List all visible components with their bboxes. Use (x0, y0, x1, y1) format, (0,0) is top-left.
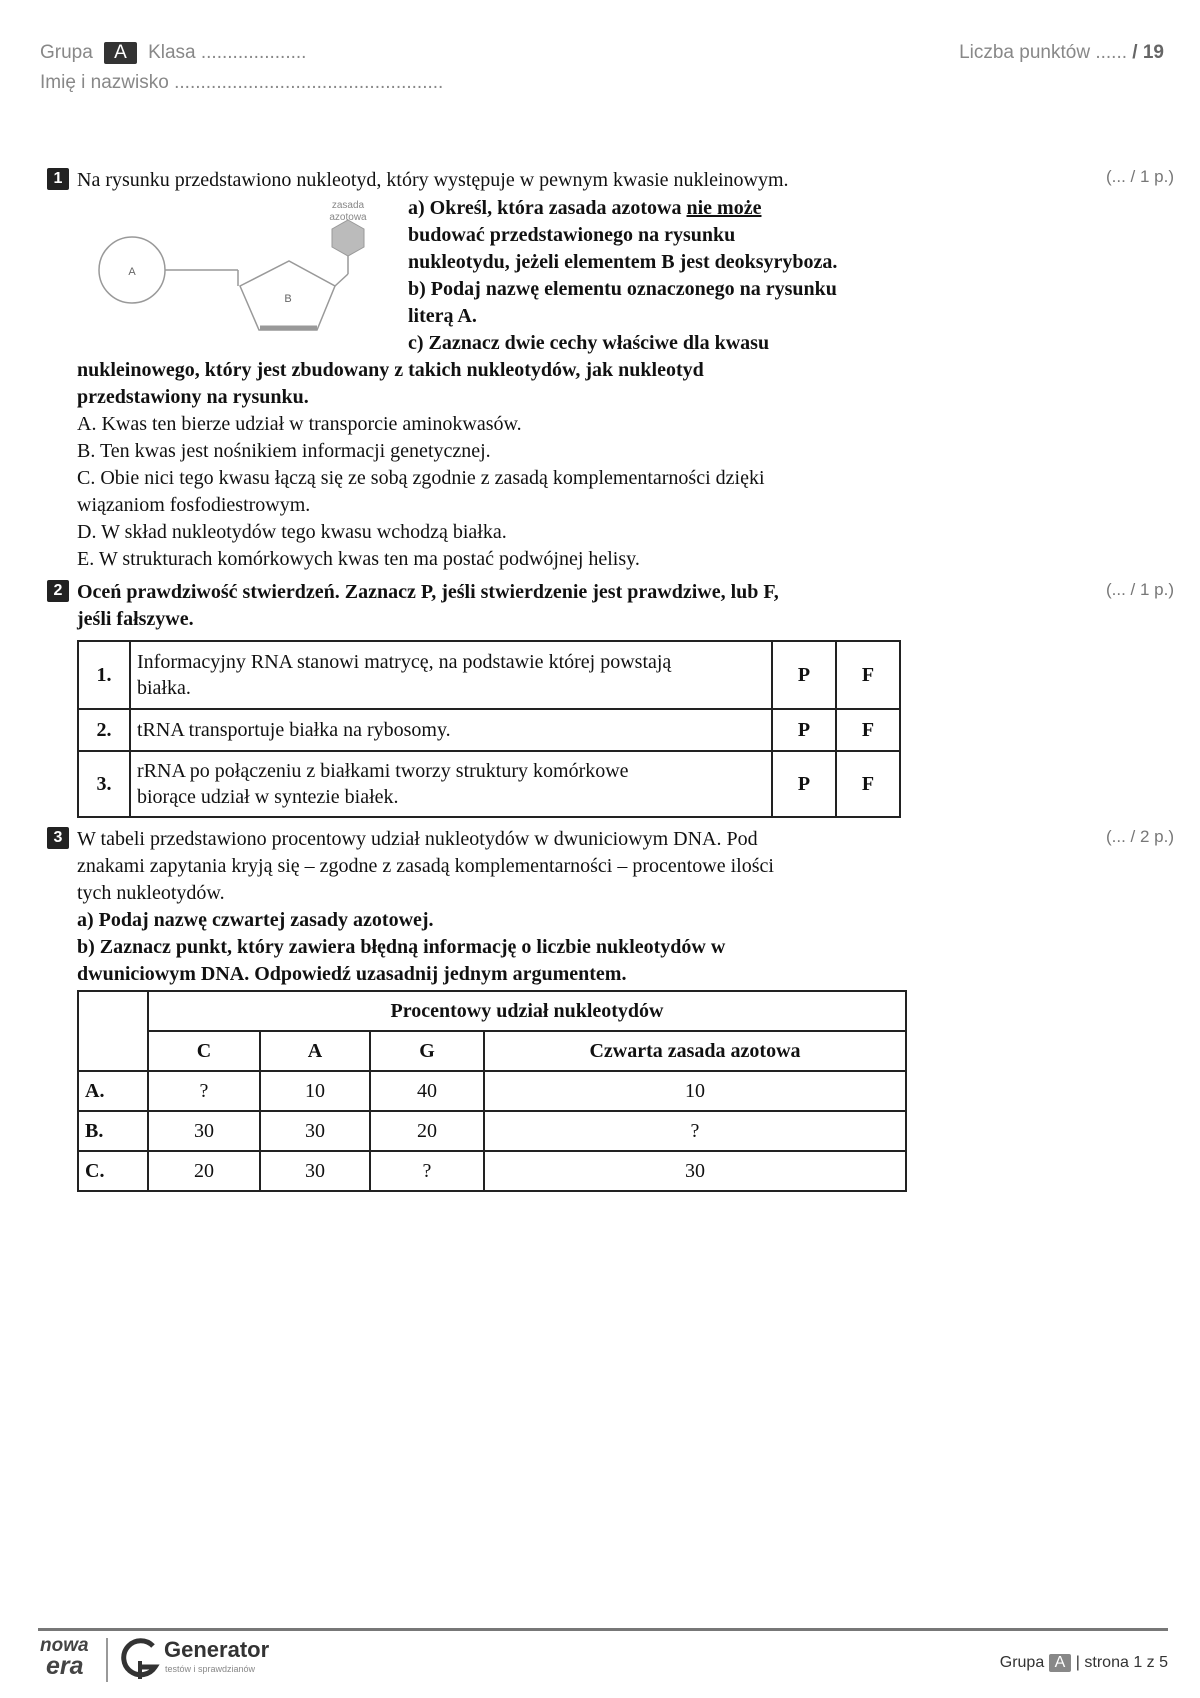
statement-text-cont: białka. (137, 677, 191, 699)
header-group-line (40, 42, 306, 64)
q1-option-b[interactable]: B. Ten kwas jest nośnikiem informacji genetycznej. (77, 440, 491, 462)
cell-value: 30 (260, 1111, 370, 1151)
q3-task-a: a) Podaj nazwę czwartej zasady azotowej. (77, 909, 434, 931)
logo-separator (106, 1638, 108, 1682)
statement-cell (130, 641, 772, 709)
q1-option-c-cont: wiązaniom fosfodiestrowym. (77, 494, 311, 516)
question-1-points: (... / 1 p.) (1105, 167, 1174, 186)
q1-a-line2: budować przedstawionego na rysunku (408, 224, 736, 246)
q3-table (77, 990, 907, 1192)
col-header: Czwarta zasada azotowa (484, 1031, 906, 1071)
label-b: B (284, 293, 292, 305)
nowa-era-logo (40, 1635, 100, 1680)
table-row (78, 709, 900, 751)
true-option[interactable]: P (772, 751, 836, 817)
question-number-3: 3 (47, 827, 69, 849)
cell-value: 10 (260, 1071, 370, 1111)
statement-text: rRNA po połączeniu z białkami tworzy struktury komórkowe (137, 760, 629, 782)
empty-corner-cell (78, 991, 148, 1071)
generator-g-icon (120, 1637, 160, 1681)
row-number: 2. (78, 709, 130, 751)
table-row (78, 751, 900, 817)
label-a: A (128, 266, 136, 278)
grupa-badge: A (104, 42, 137, 64)
table-title: Procentowy udział nukleotydów (148, 991, 906, 1031)
q2-line1: Oceń prawdziwość stwierdzeń. Zaznacz P, jeśli stwierdzenie jest prawdziwe, lub F, (77, 581, 779, 603)
q1-c-line1: c) Zaznacz dwie cechy właściwe dla kwasu (408, 332, 770, 354)
cell-value: ? (484, 1111, 906, 1151)
points-total (959, 42, 1164, 64)
logo-era: era (46, 1652, 84, 1680)
q1-c-line2: nukleinowego, który jest zbudowany z takich nukleotydów, jak nukleotyd (77, 359, 704, 381)
table-row (78, 1151, 906, 1191)
false-option[interactable]: F (836, 709, 900, 751)
cell-value: 10 (484, 1071, 906, 1111)
name-label: Imię i nazwisko (40, 72, 169, 93)
table-header-row (78, 991, 906, 1031)
q1-option-d[interactable]: D. W skład nukleotydów tego kwasu wchodzą białka. (77, 521, 507, 543)
true-option[interactable]: P (772, 709, 836, 751)
cell-value: 30 (148, 1111, 260, 1151)
row-label[interactable]: C. (78, 1151, 148, 1191)
q3-task-b-cont: dwuniciowym DNA. Odpowiedź uzasadnij jednym argumentem. (77, 963, 627, 985)
statement-cell: tRNA transportuje białka na rybosomy. (130, 709, 772, 751)
nucleotide-diagram (92, 198, 392, 346)
footer-divider (38, 1628, 1168, 1631)
statement-text-cont: biorące udział w syntezie białek. (137, 786, 399, 808)
row-number: 3. (78, 751, 130, 817)
points-max: / 19 (1132, 42, 1164, 63)
col-header: C (148, 1031, 260, 1071)
statement-cell (130, 751, 772, 817)
klasa-field[interactable]: .................... (200, 42, 307, 63)
q3-line1: W tabeli przedstawiono procentowy udział nukleotydów w dwuniciowym DNA. Pod (77, 828, 758, 850)
generator-logo-text: Generator (164, 1637, 270, 1662)
q3-line2: znakami zapytania kryją się – zgodne z zasadą komplementarności – procentowe ilości (77, 855, 774, 877)
q2-line2: jeśli fałszywe. (77, 608, 194, 630)
base-hexagon (332, 220, 364, 256)
q1-a-prefix: a) Określ, która zasada azotowa (408, 197, 682, 219)
footer-grupa-badge: A (1049, 1654, 1072, 1672)
question-number-1: 1 (47, 168, 69, 190)
q1-a-emphasis: nie może (686, 197, 762, 219)
cell-value: 20 (148, 1151, 260, 1191)
points-label: Liczba punktów (959, 42, 1091, 63)
question-3-points: (... / 2 p.) (1105, 827, 1174, 846)
page-number: | strona 1 z 5 (1075, 1654, 1168, 1671)
q1-a-line1 (408, 195, 761, 222)
footer-grupa-label: Grupa (999, 1654, 1045, 1671)
row-label[interactable]: B. (78, 1111, 148, 1151)
cell-value: 30 (484, 1151, 906, 1191)
false-option[interactable]: F (836, 641, 900, 709)
q1-option-c[interactable]: C. Obie nici tego kwasu łączą się ze sobą zgodnie z zasadą komplementarności dzięki (77, 467, 765, 489)
cell-value: 20 (370, 1111, 484, 1151)
table-row (78, 1111, 906, 1151)
q2-table (77, 640, 901, 818)
q1-option-a[interactable]: A. Kwas ten bierze udział w transporcie aminokwasów. (77, 413, 522, 435)
name-field[interactable]: ................................................... (174, 72, 444, 93)
label-azotowa: azotowa (329, 212, 367, 223)
row-label[interactable]: A. (78, 1071, 148, 1111)
q3-line3: tych nukleotydów. (77, 882, 225, 904)
question-number-2: 2 (47, 580, 69, 602)
cell-value: 40 (370, 1071, 484, 1111)
page-footer-info (1000, 1654, 1168, 1672)
false-option[interactable]: F (836, 751, 900, 817)
q1-option-e[interactable]: E. W strukturach komórkowych kwas ten ma postać podwójnej helisy. (77, 548, 640, 570)
col-header: A (260, 1031, 370, 1071)
grupa-label: Grupa (40, 42, 93, 63)
table-col-header-row (78, 1031, 906, 1071)
q1-c-line3: przedstawiony na rysunku. (77, 386, 309, 408)
cell-value: ? (370, 1151, 484, 1191)
table-row (78, 1071, 906, 1111)
statement-text: Informacyjny RNA stanowi matrycę, na podstawie której powstają (137, 651, 672, 673)
q1-b-line1: b) Podaj nazwę elementu oznaczonego na rysunku (408, 278, 837, 300)
klasa-label: Klasa (148, 42, 196, 63)
table-row (78, 641, 900, 709)
label-zasada: zasada (331, 200, 365, 211)
row-number: 1. (78, 641, 130, 709)
q1-a-line3: nukleotydu, jeżeli elementem B jest deoksyryboza. (408, 251, 838, 273)
cell-value: 30 (260, 1151, 370, 1191)
q1-intro: Na rysunku przedstawiono nukleotyd, który występuje w pewnym kwasie nukleinowym. (77, 169, 789, 191)
true-option[interactable]: P (772, 641, 836, 709)
cell-value: ? (148, 1071, 260, 1111)
generator-logo-subtitle: testów i sprawdzianów (165, 1664, 256, 1674)
logo-nowa: nowa (40, 1635, 89, 1656)
question-2-points: (... / 1 p.) (1105, 580, 1174, 599)
header-name-line (40, 72, 443, 94)
points-field[interactable]: ...... (1095, 42, 1128, 63)
q1-b-line2: literą A. (408, 305, 477, 327)
q3-task-b: b) Zaznacz punkt, który zawiera błędną informację o liczbie nukleotydów w (77, 936, 726, 958)
col-header: G (370, 1031, 484, 1071)
